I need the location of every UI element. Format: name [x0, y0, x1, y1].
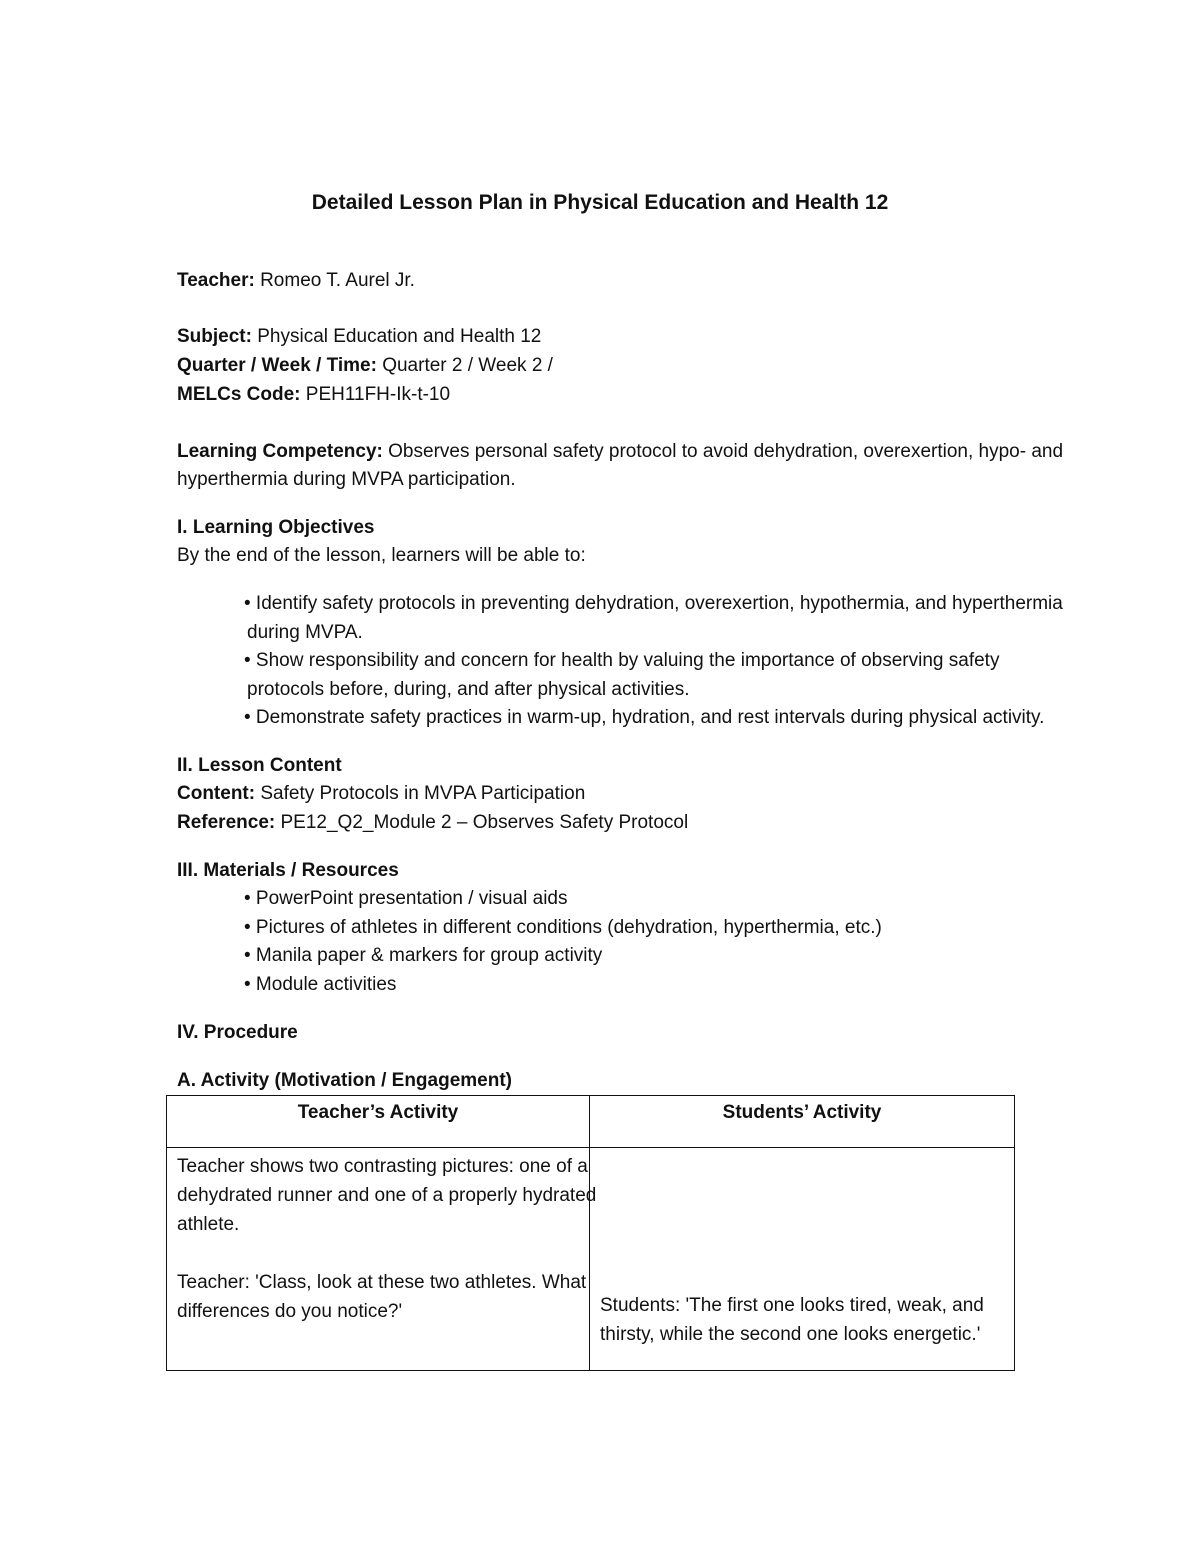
student-line-2: thirsty, while the second one looks energetic.' [600, 1324, 981, 1345]
material-item-1: • PowerPoint presentation / visual aids [244, 888, 568, 909]
teacher-activity-header: Teacher’s Activity [167, 1096, 590, 1148]
teacher-line-2: dehydrated runner and one of a properly hydrated [177, 1185, 597, 1206]
melcs-value: PEH11FH-Ik-t-10 [300, 384, 451, 405]
competency-line-2: hyperthermia during MVPA participation. [177, 469, 516, 490]
teacher-value: Romeo T. Aurel Jr. [254, 270, 415, 291]
student-line-1: Students: 'The first one looks tired, weak, and [600, 1295, 984, 1316]
procedure-heading: IV. Procedure [177, 1022, 298, 1043]
objectives-heading: I. Learning Objectives [177, 517, 375, 538]
melcs-label: MELCs Code: [177, 384, 301, 405]
objective-item-2: • Show responsibility and concern for health by valuing the importance of observing safety [244, 650, 1000, 671]
table-header-row [167, 1096, 1015, 1148]
competency-text-1: Observes personal safety protocol to avoid dehydration, overexertion, hypo- and [382, 441, 1064, 462]
teacher-label: Teacher: [177, 270, 255, 291]
subject-label: Subject: [177, 326, 252, 347]
material-item-3: • Manila paper & markers for group activity [244, 945, 603, 966]
students-activity-header: Students’ Activity [590, 1096, 1015, 1148]
content-heading: II. Lesson Content [177, 755, 342, 776]
material-item-2: • Pictures of athletes in different conditions (dehydration, hyperthermia, etc.) [244, 916, 882, 938]
content-value: Safety Protocols in MVPA Participation [255, 783, 586, 804]
competency-line-1 [177, 438, 1064, 467]
materials-list [244, 885, 1034, 999]
student-response [600, 1291, 990, 1349]
quarter-label: Quarter / Week / Time: [177, 355, 377, 376]
teacher-activity-cell [167, 1148, 597, 1371]
reference-label: Reference: [177, 812, 276, 833]
objectives-intro: By the end of the lesson, learners will be able to: [177, 545, 586, 566]
objectives-list [244, 590, 1063, 733]
students-activity-cell [590, 1148, 1015, 1371]
quarter-line [177, 352, 1027, 381]
reference-line [177, 809, 1027, 838]
objective-item-1: • Identify safety protocols in preventing dehydration, overexertion, hypothermia, and hyperthermia [244, 593, 1063, 614]
objective-item-2-cont: protocols before, during, and after physical activities. [247, 678, 690, 700]
cell-spacer [177, 1239, 579, 1268]
subject-value: Physical Education and Health 12 [251, 326, 542, 347]
table-row [167, 1148, 1015, 1371]
competency-label: Learning Competency: [177, 441, 383, 462]
quarter-value: Quarter 2 / Week 2 / [376, 355, 553, 376]
content-line [177, 780, 1027, 809]
reference-value: PE12_Q2_Module 2 – Observes Safety Protocol [275, 812, 689, 833]
activity-table [166, 1095, 1015, 1371]
material-item-4: • Module activities [244, 973, 397, 995]
teacher-line-1: Teacher shows two contrasting pictures: one of a [177, 1156, 588, 1177]
subject-line [177, 323, 1027, 352]
content-label: Content: [177, 783, 256, 804]
teacher-line [177, 267, 1027, 296]
teacher-line-5: differences do you notice?' [177, 1301, 403, 1322]
teacher-line-3: athlete. [177, 1214, 240, 1235]
activity-heading: A. Activity (Motivation / Engagement) [177, 1070, 512, 1091]
objective-item-1-cont: during MVPA. [247, 621, 363, 643]
objective-item-3: • Demonstrate safety practices in warm-up, hydration, and rest intervals during physical activity. [244, 707, 1045, 728]
materials-heading: III. Materials / Resources [177, 860, 399, 881]
teacher-line-4: Teacher: 'Class, look at these two athletes. What [177, 1272, 587, 1293]
document-title: Detailed Lesson Plan in Physical Education and Health 12 [311, 191, 889, 214]
melcs-line [177, 381, 1027, 410]
